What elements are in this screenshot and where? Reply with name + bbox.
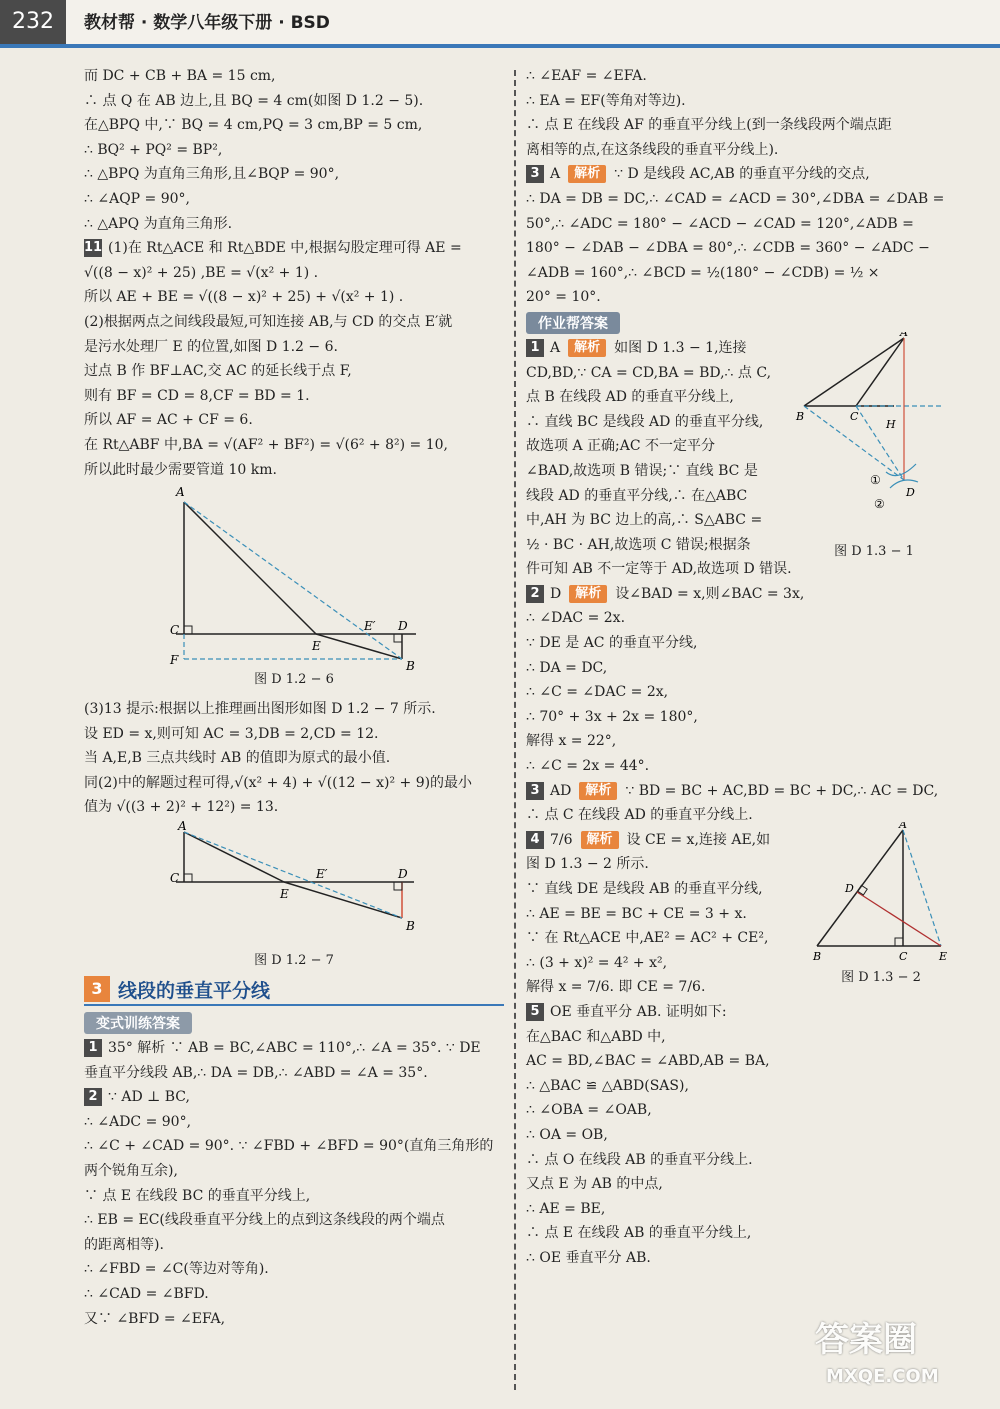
text-line: CD,BD,∵ CA = CD,BA = BD,∴ 点 C,	[526, 364, 772, 381]
text-line: ∴ ∠C + ∠CAD = 90°. ∵ ∠FBD + ∠BFD = 90°(直角三角形的	[84, 1138, 494, 1155]
text-line: 解得 x = 7/6. 即 CE = 7/6.	[526, 979, 706, 996]
text-line: 的距离相等).	[84, 1236, 164, 1253]
answer-block-p1	[84, 64, 504, 236]
page-number: 232	[0, 0, 66, 44]
text-line: ∴ ∠EAF = ∠EFA.	[526, 68, 647, 84]
label-e: E	[312, 639, 321, 654]
text-line: ∴ 70° + 3x + 2x = 180°,	[526, 708, 698, 725]
text-line: 解得 x = 22°,	[526, 733, 617, 750]
text-line: ∴ 点 O 在线段 AB 的垂直平分线上.	[526, 1151, 753, 1168]
text-line: ∠BAD,故选项 B 错误;∵ 直线 BC 是	[526, 462, 758, 479]
label-b: B	[406, 919, 415, 934]
section-heading	[84, 974, 504, 1006]
label-a: A	[176, 485, 185, 500]
text-line: 所以此时最少需要管道 10 km.	[84, 461, 277, 478]
text-line: 50°,∴ ∠ADC = 180° − ∠ACD − ∠CAD = 120°,∠ADB =	[526, 215, 914, 232]
text-line: 过点 B 作 BF⊥AC,交 AC 的延长线于点 F,	[84, 363, 352, 380]
text-line: 离相等的点,在这条线段的垂直平分线上).	[526, 141, 779, 158]
label-e-prime: E′	[316, 867, 328, 882]
label-c: C	[170, 623, 180, 638]
text-line: 所以 AF = AC + CF = 6.	[84, 412, 253, 429]
column-divider	[514, 70, 516, 1390]
text-line: √((8 − x)² + 25) ,BE = √(x² + 1) .	[84, 264, 319, 281]
variant-1	[84, 1036, 504, 1085]
text-line: ∴ ∠C = 2x = 44°.	[526, 758, 650, 775]
homework-1	[526, 331, 951, 582]
right-column	[526, 64, 951, 1271]
analysis-tag: 解析	[581, 831, 619, 849]
text-line: 在△BAC 和△ABD 中,	[526, 1028, 666, 1045]
text-line: 设 ED = x,则可知 AC = 3,DB = 2,CD = 12.	[84, 725, 379, 742]
text-line: ∴ ∠C = ∠DAC = 2x,	[526, 684, 669, 701]
text-line: ∴ DA = DC,	[526, 659, 608, 676]
question-number: 1	[84, 1039, 102, 1057]
label-b: B	[813, 949, 822, 962]
label-b: B	[796, 409, 805, 423]
question-number: 3	[526, 782, 544, 800]
text-line: 设 CE = x,连接 AE,如	[626, 831, 771, 848]
figure-d1-2-7-diagram	[84, 820, 504, 945]
label-a: A	[900, 331, 908, 339]
label-d: D	[906, 485, 915, 499]
subsection-label: 变式训练答案	[84, 1012, 192, 1034]
analysis-tag: 解析	[569, 585, 607, 603]
label-c: C	[170, 871, 180, 886]
answer-choice: A	[550, 166, 561, 183]
text-line: 则有 BF = CD = 8,CF = BD = 1.	[84, 387, 310, 404]
text-line: ∴ OE 垂直平分 AB.	[526, 1249, 651, 1266]
text-line: 件可知 AB 不一定等于 AD,故选项 D 错误.	[526, 561, 792, 578]
text-line: ∴ EA = EF(等角对等边).	[526, 92, 686, 109]
label-e: E	[280, 887, 289, 902]
text-line: 又∵ ∠BFD = ∠EFA,	[84, 1310, 226, 1327]
homework-5	[526, 1000, 951, 1271]
figure-d1-3-1	[794, 332, 954, 560]
label-a: A	[899, 821, 907, 831]
text-line: ∴ ∠AQP = 90°,	[84, 190, 190, 207]
text-line: 在 Rt△ABF 中,BA = √(AF² + BF²) = √(6² + 8²) = 10,	[84, 436, 448, 453]
left-column	[84, 64, 504, 1331]
section-title: 线段的垂直平分线	[118, 979, 271, 1002]
answer-choice: D	[550, 585, 562, 602]
question-3	[526, 162, 951, 310]
text-line: 图 D 1.3 − 2 所示.	[526, 856, 649, 873]
text-line: ∵ AD ⊥ BC,	[108, 1089, 190, 1106]
text-line: ∴ ∠CAD = ∠BFD.	[84, 1286, 209, 1302]
homework-4	[526, 821, 951, 1000]
text-line: ½ · BC · AH,故选项 C 错误;根据条	[526, 536, 751, 553]
text-line: ∵ D 是线段 AC,AB 的垂直平分线的交点,	[614, 166, 870, 183]
label-b: B	[406, 659, 415, 673]
label-d: D	[398, 619, 408, 634]
question-11-part3	[84, 697, 504, 820]
text-line: ∴ EB = EC(线段垂直平分线上的点到这条线段的两个端点	[84, 1212, 445, 1229]
text-line: 值为 √((3 + 2)² + 12²) = 13.	[84, 799, 279, 816]
text-line: ∴ 点 E 在线段 AF 的垂直平分线上(到一条线段两个端点距	[526, 117, 892, 134]
text-line: 两个锐角互余),	[84, 1163, 178, 1180]
figure-caption: 图 D 1.2 − 7	[254, 953, 334, 969]
text-line: 同(2)中的解题过程可得,√(x² + 4) + √((12 − x)² + 9)的最小	[84, 774, 473, 791]
question-number: 5	[526, 1003, 544, 1021]
text-line: 点 B 在线段 AD 的垂直平分线上,	[526, 389, 734, 406]
question-number: 3	[526, 165, 544, 183]
text-line: 在△BPQ 中,∵ BQ = 4 cm,PQ = 3 cm,BP = 5 cm,	[84, 117, 423, 134]
text-line: ∴ AE = BE = BC + CE = 3 + x.	[526, 905, 747, 922]
label-h: H	[886, 417, 896, 431]
text-line: ∴ ∠OBA = ∠OAB,	[526, 1102, 652, 1119]
text-line: ∴ AE = BE,	[526, 1200, 606, 1217]
watermark-logo: 答案圈	[815, 1320, 917, 1360]
text-line: 所以 AE + BE = √((8 − x)² + 25) + √(x² + 1) .	[84, 289, 404, 306]
text-line: OE 垂直平分 AB. 证明如下:	[550, 1003, 727, 1020]
text-line: 是污水处理厂 E 的位置,如图 D 1.2 − 6.	[84, 338, 338, 355]
text-line: (2)根据两点之间线段最短,可知连接 AB,与 CD 的交点 E′就	[84, 313, 453, 330]
text-line: ∠ADB = 160°,∴ ∠BCD = ½(180° − ∠CDB) = ½ ×	[526, 264, 880, 281]
text-line: 垂直平分线段 AB,∴ DA = DB,∴ ∠ABD = ∠A = 35°.	[84, 1064, 428, 1081]
figure-d1-2-6-diagram	[84, 482, 504, 672]
text-line: ∴ 点 Q 在 AB 边上,且 BQ = 4 cm(如图 D 1.2 − 5).	[84, 92, 424, 109]
answer-value: 7/6	[550, 831, 573, 848]
text-line: ∴ (3 + x)² = 4² + x²,	[526, 954, 668, 971]
text-line: (1)在 Rt△ACE 和 Rt△BDE 中,根据勾股定理可得 AE =	[108, 240, 462, 257]
text-line: ∴ 点 E 在线段 AB 的垂直平分线上,	[526, 1225, 752, 1242]
label-d: D	[398, 867, 408, 882]
answer-choice: A	[550, 339, 561, 356]
text-line: ∴ △BPQ 为直角三角形,且∠BQP = 90°,	[84, 166, 340, 183]
text-line: 又点 E 为 AB 的中点,	[526, 1176, 663, 1193]
analysis-tag: 解析	[568, 339, 606, 357]
analysis-tag: 解析	[568, 165, 606, 183]
text-line: 设∠BAD = x,则∠BAC = 3x,	[615, 585, 805, 602]
book-title: 教材帮 · 数学八年级下册 · BSD	[84, 13, 330, 33]
question-number: 2	[84, 1088, 102, 1106]
label-e-prime: E′	[364, 619, 376, 634]
text-line: ∵ DE 是 AC 的垂直平分线,	[526, 635, 698, 652]
answer-choice: AD	[550, 782, 572, 799]
question-number: 2	[526, 585, 544, 603]
watermark-url: MXQE.COM	[826, 1366, 939, 1387]
section-number: 3	[84, 976, 110, 1002]
homework-answers-label: 作业帮答案	[526, 312, 620, 334]
analysis-tag: 解析	[579, 782, 617, 800]
text-line: ∴ △APQ 为直角三角形.	[84, 215, 233, 232]
figure-d1-3-1-diagram	[794, 332, 954, 532]
label-circle-1: ①	[870, 472, 881, 487]
text-line: 180° − ∠DAB − ∠DBA = 80°,∴ ∠CDB = 360° − ∠ADC −	[526, 240, 930, 257]
text-line: 当 A,E,B 三点共线时 AB 的值即为原式的最小值.	[84, 750, 391, 767]
text-line: 中,AH 为 BC 边上的高,∴ S△ABC =	[526, 512, 763, 529]
figure-d1-3-2	[811, 822, 951, 992]
label-f: F	[170, 653, 179, 668]
text-line: ∴ 点 C 在线段 AD 的垂直平分线上.	[526, 807, 753, 824]
variant-2	[84, 1085, 504, 1331]
homework-2	[526, 582, 951, 779]
text-line: ∴ 直线 BC 是线段 AD 的垂直平分线,	[526, 413, 764, 430]
page-header	[0, 0, 1000, 48]
figure-caption: 图 D 1.3 − 2	[841, 969, 921, 985]
text-line: 故选项 A 正确;AC 不一定平分	[526, 438, 715, 455]
text-line: ∴ OA = OB,	[526, 1126, 608, 1143]
answer-block-r1	[526, 64, 951, 162]
text-line: ∴ △BAC ≌ △ABD(SAS),	[526, 1077, 689, 1094]
text-line: 20° = 10°.	[526, 289, 601, 306]
text-line: ∴ ∠FBD = ∠C(等边对等角).	[84, 1261, 269, 1278]
label-e: E	[939, 949, 948, 962]
question-number: 4	[526, 831, 544, 849]
question-number: 1	[526, 339, 544, 357]
text-line: 线段 AD 的垂直平分线,∴ 在△ABC	[526, 487, 748, 504]
question-11	[84, 236, 504, 482]
question-number: 11	[84, 240, 103, 256]
text-line: ∴ ∠DAC = 2x.	[526, 610, 626, 627]
text-line: 而 DC + CB + BA = 15 cm,	[84, 68, 276, 84]
figure-d1-3-2-diagram	[811, 822, 951, 962]
text-line: ∵ 在 Rt△ACE 中,AE² = AC² + CE²,	[526, 930, 769, 947]
label-circle-2: ②	[874, 496, 885, 511]
text-line: 如图 D 1.3 − 1,连接	[614, 339, 747, 356]
text-line: AC = BD,∠BAC = ∠ABD,AB = BA,	[526, 1053, 770, 1070]
text-line: ∴ DA = DB = DC,∴ ∠CAD = ∠ACD = 30°,∠DBA = ∠DAB =	[526, 190, 945, 207]
text-line: (3)13 提示:根据以上推理画出图形如图 D 1.2 − 7 所示.	[84, 701, 436, 718]
homework-3	[526, 779, 951, 828]
text-line: ∵ 点 E 在线段 BC 的垂直平分线上,	[84, 1187, 311, 1204]
text-line: ∵ BD = BC + AC,BD = BC + DC,∴ AC = DC,	[625, 782, 939, 799]
figure-d1-2-7	[84, 820, 504, 968]
label-a: A	[178, 820, 187, 834]
label-d: D	[845, 881, 854, 895]
figure-caption: 图 D 1.3 − 1	[834, 543, 914, 559]
text-line: ∵ 直线 DE 是线段 AB 的垂直平分线,	[526, 881, 763, 897]
figure-caption: 图 D 1.2 − 6	[254, 672, 334, 688]
text-line: ∴ BQ² + PQ² = BP²,	[84, 141, 223, 158]
text-line: ∴ ∠ADC = 90°,	[84, 1113, 192, 1130]
label-c: C	[850, 409, 859, 423]
label-c: C	[899, 949, 908, 962]
figure-d1-2-6	[84, 482, 504, 687]
text-line: 35° 解析 ∵ AB = BC,∠ABC = 110°,∴ ∠A = 35°. ∵ DE	[108, 1040, 481, 1057]
